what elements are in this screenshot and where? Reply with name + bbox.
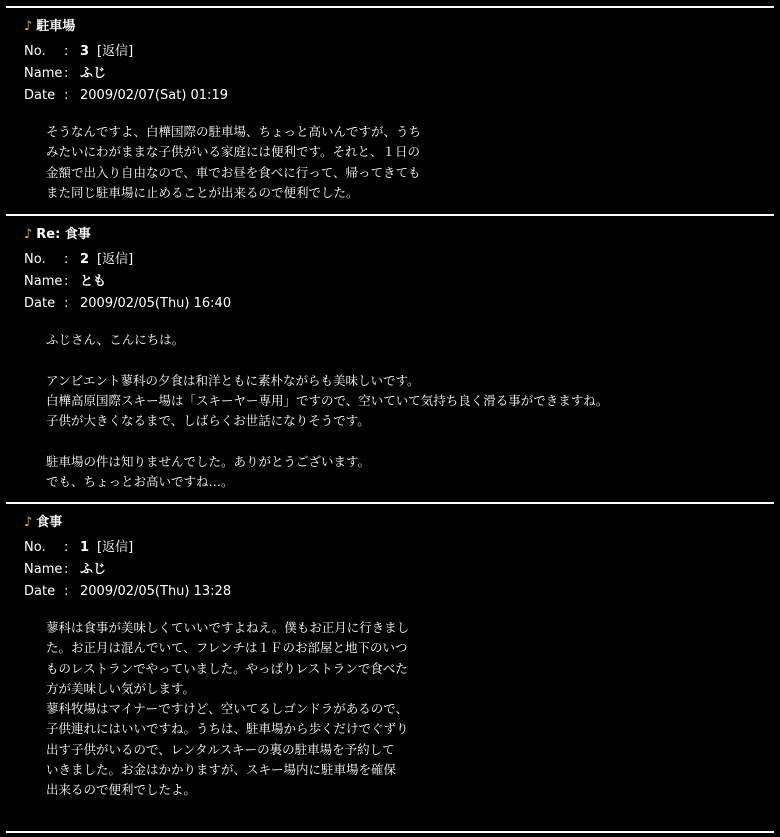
reply-link[interactable]: [返信] <box>97 252 134 267</box>
colon: : <box>64 584 69 599</box>
post-3 <box>0 8 780 214</box>
post-number: 1 <box>80 540 90 555</box>
post-date: 2009/02/05(Thu) 16:40 <box>80 296 232 311</box>
date-label: Date <box>24 584 56 599</box>
post-body: 蓼科は食事が美味しくていいですよねえ。僕もお正月に行きまし た。お正月は混んでいて、フレンチは１Ｆのお部屋と地下のいつ ものレストランでやっていました。やっぱりレストランで食べた 方が美味しい気がします。 蓼科牧場はマイナーですけど、空いてるしゴンドラがあるので、 子供連れにはいいですね。うちは、駐車場から歩くだけでぐずり 出す子供がいるので、レンタルスキーの裏の駐車場を予約して いきました。お金はかかりますが、スキー場内に駐車場を確保 出来るので便利でしたよ。 <box>46 620 410 798</box>
post-name-row <box>24 562 106 578</box>
music-note-icon: ♪ <box>24 19 33 34</box>
post-date: 2009/02/07(Sat) 01:19 <box>80 88 228 103</box>
author-name: ふじ <box>80 66 107 81</box>
post-title-text: Re: 食事 <box>36 227 91 242</box>
post-2 <box>0 216 780 502</box>
post-1 <box>0 504 780 831</box>
divider <box>6 831 774 833</box>
author-name: とも <box>80 274 107 289</box>
post-body: ふじさん、こんにちは。 アンビエント蓼科の夕食は和洋ともに素朴ながらも美味しいです。 白樺高原国際スキー場は「スキーヤー専用」ですので、空いていて気持ち良く滑る事ができますね。 子供が大きくなるまで、しばらくお世話になりそうです。 駐車場の件は知りませんでした。ありがとうございます。 でも、ちょっとお高いですね…。 <box>46 332 609 490</box>
post-name-row <box>24 274 106 290</box>
colon: : <box>64 540 69 555</box>
colon: : <box>64 296 69 311</box>
music-note-icon: ♪ <box>24 227 33 242</box>
colon: : <box>64 88 69 103</box>
post-body: そうなんですよ、白樺国際の駐車場、ちょっと高いんですが、うち みたいにわがままな子供がいる家庭には便利です。それと、１日の 金額で出入り自由なので、車でお昼を食べに行って、帰ってきても また同じ駐車場に止めることが出来るので便利でした。 <box>46 124 422 200</box>
author-name: ふじ <box>80 562 107 577</box>
colon: : <box>64 562 69 577</box>
no-label: No. <box>24 44 46 59</box>
post-number-row <box>24 44 133 60</box>
date-label: Date <box>24 88 56 103</box>
colon: : <box>64 274 69 289</box>
colon: : <box>64 66 69 81</box>
post-title <box>24 515 62 531</box>
post-number-row <box>24 252 133 268</box>
no-label: No. <box>24 252 46 267</box>
reply-link[interactable]: [返信] <box>97 540 134 555</box>
name-label: Name <box>24 562 63 577</box>
post-title <box>24 19 75 35</box>
post-title-text: 食事 <box>36 515 63 530</box>
reply-link[interactable]: [返信] <box>97 44 134 59</box>
post-name-row <box>24 66 106 82</box>
post-date-row <box>24 88 228 104</box>
colon: : <box>64 44 69 59</box>
post-title <box>24 227 91 243</box>
post-date-row <box>24 584 231 600</box>
post-date-row <box>24 296 231 312</box>
post-number-row <box>24 540 133 556</box>
no-label: No. <box>24 540 46 555</box>
post-title-text: 駐車場 <box>36 19 76 34</box>
post-date: 2009/02/05(Thu) 13:28 <box>80 584 232 599</box>
date-label: Date <box>24 296 56 311</box>
music-note-icon: ♪ <box>24 515 33 530</box>
post-number: 2 <box>80 252 90 267</box>
colon: : <box>64 252 69 267</box>
post-number: 3 <box>80 44 90 59</box>
name-label: Name <box>24 274 63 289</box>
name-label: Name <box>24 66 63 81</box>
